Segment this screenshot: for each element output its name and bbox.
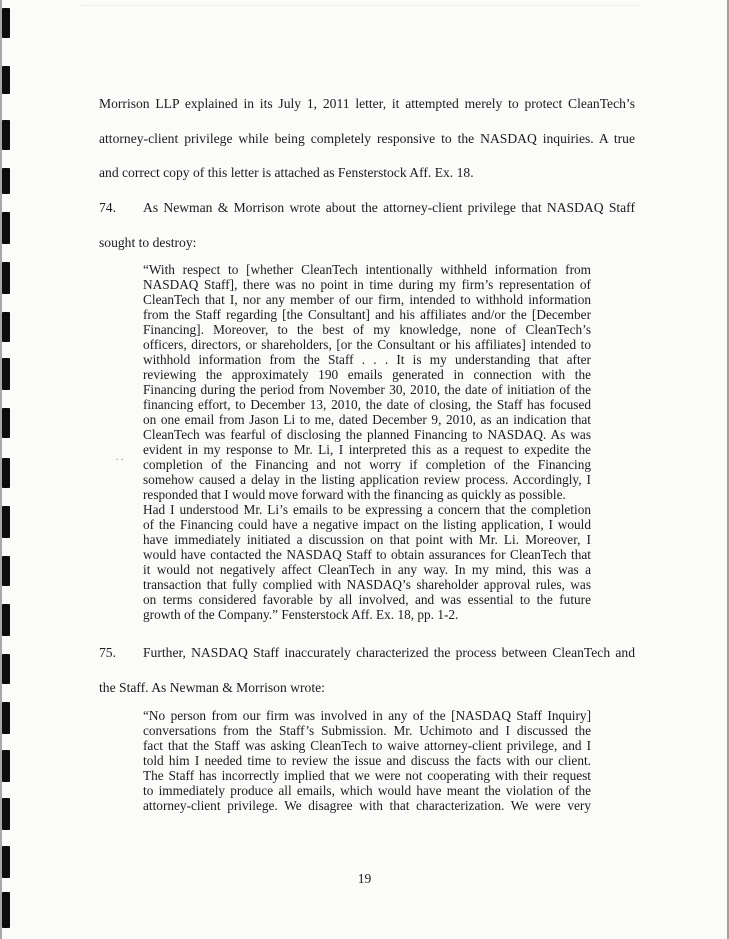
- quote-1-line: CleanTech that I, nor any member of our firm, intended to withhold information: [143, 292, 591, 307]
- paragraph-74-line-2: sought to destroy:: [99, 235, 197, 250]
- quote-2-line: The Staff has incorrectly implied that we were not cooperating with their request: [143, 768, 591, 783]
- quote-1-line: responded that I would move forward with the financing as quickly as possible.: [143, 487, 566, 502]
- quote-1-line: Financing]. Moreover, to the best of my knowledge, none of CleanTech’s: [143, 322, 591, 337]
- binding-hole: [2, 892, 10, 928]
- quote-1-line: transaction that fully complied with NASDAQ’s shareholder approval rules, was: [143, 577, 591, 592]
- quote-1-line: on terms considered favorable by all involved, and was essential to the future: [143, 592, 591, 607]
- binding-hole: [2, 798, 10, 830]
- binding-hole: [2, 556, 10, 586]
- quote-2-line: “No person from our firm was involved in any of the [NASDAQ Staff Inquiry]: [143, 708, 591, 723]
- binding-hole: [2, 212, 10, 244]
- quote-1-line: from the Staff regarding [the Consultant] and his affiliates and/or the [December: [143, 307, 591, 322]
- quote-1-line: evident in my response to Mr. Li, I interpreted this as a request to expedite the: [143, 442, 591, 457]
- quote-1-line: reviewing the approximately 190 emails generated in connection with the: [143, 367, 591, 382]
- binding-hole: [2, 358, 10, 390]
- quote-1-line: “With respect to [whether CleanTech intentionally withheld information from: [143, 262, 591, 277]
- binding-hole: [2, 702, 10, 734]
- quote-2-line: fact that the Staff was asking CleanTech to waive attorney-client privilege, and I: [143, 738, 591, 753]
- paragraph-number-75: 75.: [99, 645, 116, 660]
- quote-1-line: completion of the Financing and not worry if completion of the Financing: [143, 457, 591, 472]
- page-number: 19: [357, 871, 372, 886]
- binding-hole: [2, 262, 10, 294]
- quote-1-line: CleanTech was fearful of disclosing the planned Financing to NASDAQ. As was: [143, 427, 591, 442]
- paragraph-75-line-2: the Staff. As Newman & Morrison wrote:: [99, 680, 325, 695]
- intro-line-2: attorney-client privilege while being completely responsive to the NASDAQ inquiries. A true: [99, 131, 635, 146]
- quote-1-line: it would not negatively affect CleanTech in any way. In my mind, this was a: [143, 562, 591, 577]
- binding-hole: [2, 604, 10, 636]
- intro-line-1: Morrison LLP explained in its July 1, 2011 letter, it attempted merely to protect CleanTech’s: [99, 96, 635, 111]
- quote-1-line: on one email from Jason Li to me, dated December 9, 2010, as an indication that: [143, 412, 591, 427]
- quote-1-line: growth of the Company.” Fensterstock Aff. Ex. 18, pp. 1-2.: [143, 607, 459, 622]
- quote-1-line: NASDAQ Staff], there was no point in time during my firm’s representation of: [143, 277, 591, 292]
- paragraph-74-line-1: As Newman & Morrison wrote about the attorney-client privilege that NASDAQ Staff: [143, 200, 635, 215]
- quote-1-line: Had I understood Mr. Li’s emails to be expressing a concern that the completion: [143, 502, 591, 517]
- binding-hole: [2, 408, 10, 438]
- binding-hole: [2, 66, 10, 94]
- binding-hole: [2, 654, 10, 684]
- binding-hole: [2, 506, 10, 538]
- binding-holes: [0, 0, 24, 939]
- quote-1-line: financing effort, to December 13, 2010, the date of closing, the Staff has focused: [143, 397, 591, 412]
- quote-2-line: told him I needed time to review the issue and discuss the facts with our client.: [143, 753, 591, 768]
- quote-1-line: officers, directors, or shareholders, [or the Consultant or his affiliates] intended to: [143, 337, 591, 352]
- quote-2-line: conversations from the Staff’s Submission. Mr. Uchimoto and I discussed the: [143, 723, 591, 738]
- margin-mark: . .: [116, 452, 124, 463]
- quote-1-line: would have contacted the NASDAQ Staff to obtain assurances for CleanTech that: [143, 547, 591, 562]
- binding-hole: [2, 8, 10, 38]
- quote-2-line: to immediately produce all emails, which would have meant the violation of the: [143, 783, 591, 798]
- quote-1-line: withhold information from the Staff . . . It is my understanding that after: [143, 352, 591, 367]
- quote-2-line: attorney-client privilege. We disagree with that characterization. We were very: [143, 798, 591, 813]
- scan-artifact: [80, 5, 640, 16]
- binding-hole: [2, 168, 10, 194]
- quote-1-line: of the Financing could have a negative impact on the listing application, I would: [143, 517, 591, 532]
- paragraph-75-line-1: Further, NASDAQ Staff inaccurately characterized the process between CleanTech and: [143, 645, 635, 660]
- quote-1-line: somehow caused a delay in the listing application review process. Accordingly, I: [143, 472, 591, 487]
- quote-1-line: Financing during the period from November 30, 2010, the date of initiation of the: [143, 382, 591, 397]
- binding-hole: [2, 458, 10, 488]
- intro-line-3: and correct copy of this letter is attached as Fensterstock Aff. Ex. 18.: [99, 165, 474, 180]
- binding-hole: [2, 120, 10, 150]
- quote-1-line: have immediately initiated a discussion on that point with Mr. Li. Moreover, I: [143, 532, 591, 547]
- binding-hole: [2, 312, 10, 342]
- binding-hole: [2, 750, 10, 782]
- paragraph-number-74: 74.: [99, 200, 116, 215]
